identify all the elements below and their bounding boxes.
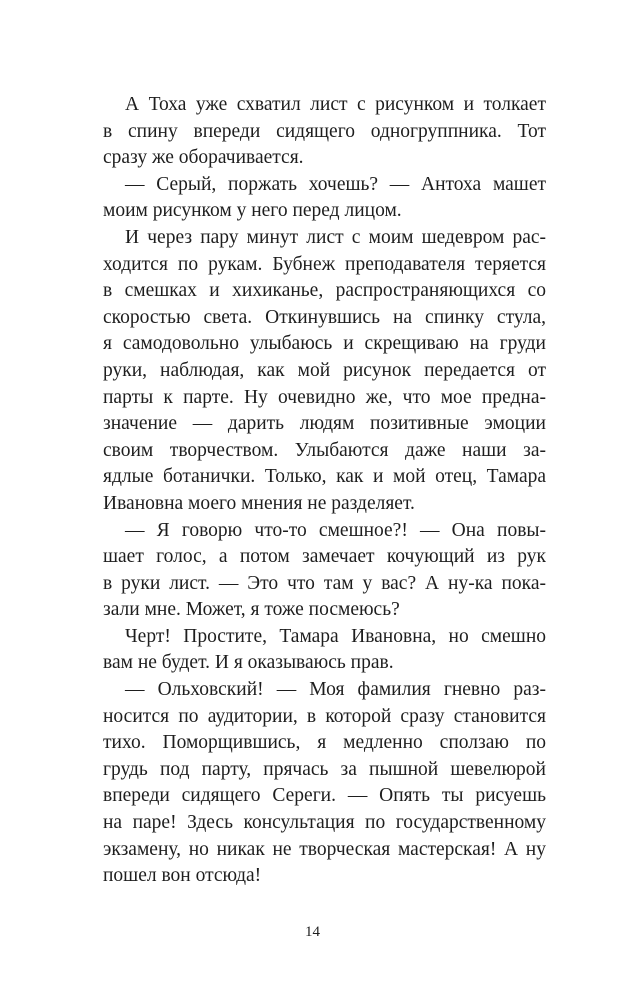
- text-line: ходится по рукам. Бубнеж преподавателя теряется: [103, 253, 546, 275]
- text-line: в смешках и хихиканье, распространяющихся со: [103, 280, 546, 302]
- text-line: значение — дарить людям позитивные эмоции: [103, 413, 546, 435]
- text-line: И через пару минут лист с моим шедевром рас-: [125, 226, 546, 248]
- text-line: шает голос, а потом замечает кочующий из рук: [103, 546, 546, 568]
- text-line: сразу же оборачивается.: [103, 147, 304, 169]
- page-number: 14: [305, 924, 320, 940]
- paragraph: [103, 225, 546, 518]
- text-line: грудь под парту, прячась за пышной шевелюрой: [103, 758, 546, 780]
- text-line: носится по аудитории, в которой сразу становится: [103, 705, 546, 727]
- body-text: [103, 92, 546, 890]
- text-line: в спину впереди сидящего одногруппника. Тот: [103, 120, 546, 142]
- text-line: А Тоха уже схватил лист с рисунком и толкает: [125, 94, 546, 115]
- paragraph: [103, 518, 546, 624]
- text-line: скоростью света. Откинувшись на спинку стула,: [103, 306, 546, 328]
- text-line: своим творчеством. Улыбаются даже наши за-: [103, 439, 546, 461]
- text-line: Ивановна моего мнения не разделяет.: [103, 492, 415, 514]
- paragraph: [103, 624, 546, 677]
- text-line: тихо. Поморщившись, я медленно сползаю по: [103, 732, 546, 754]
- text-line: Черт! Простите, Тамара Ивановна, но смешно: [125, 625, 546, 647]
- text-line: на паре! Здесь консультация по государственному: [103, 812, 546, 834]
- text-line: пошел вон отсюда!: [103, 865, 262, 887]
- paragraph: [103, 92, 546, 172]
- text-line: зали мне. Может, я тоже посмеюсь?: [103, 599, 400, 621]
- text-line: — Я говорю что-то смешное?! — Она повы-: [125, 519, 546, 541]
- text-line: моим рисунком у него перед лицом.: [103, 200, 402, 222]
- text-line: — Серый, поржать хочешь? — Антоха машет: [125, 173, 546, 195]
- paragraph: [103, 677, 546, 890]
- text-line: — Ольховский! — Моя фамилия гневно раз-: [125, 679, 546, 701]
- text-line: впереди сидящего Сереги. — Опять ты рисуешь: [103, 785, 546, 807]
- text-line: ядлые ботанички. Только, как и мой отец, Тамара: [103, 466, 546, 488]
- text-line: вам не будет. И я оказываюсь прав.: [103, 652, 394, 674]
- text-line: в руки лист. — Это что там у вас? А ну-ка пока-: [103, 572, 546, 594]
- text-line: экзамену, но никак не творческая мастерская! А ну: [103, 838, 546, 860]
- text-line: руки, наблюдая, как мой рисунок передается от: [103, 359, 546, 381]
- text-line: парты к парте. Ну очевидно же, что мое предна-: [103, 386, 546, 408]
- paragraph: [103, 172, 546, 225]
- text-line: я самодовольно улыбаюсь и скрещиваю на груди: [103, 333, 546, 355]
